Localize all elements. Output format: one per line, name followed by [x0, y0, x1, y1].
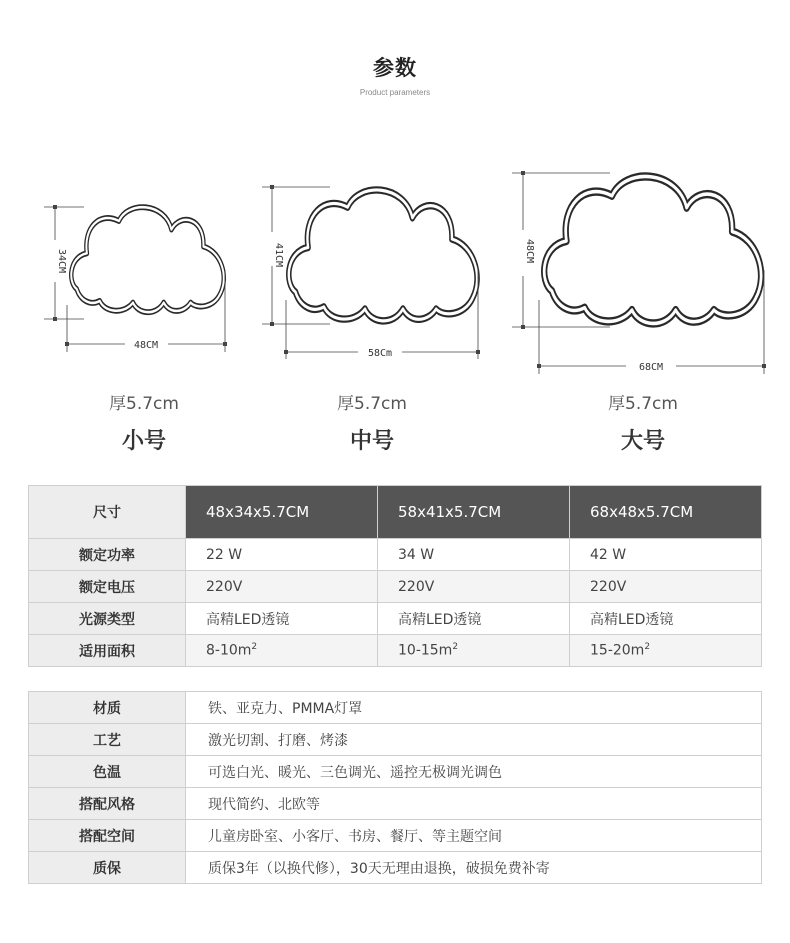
craft-row — [29, 724, 762, 756]
spec-row-power — [29, 539, 762, 571]
spec-voltage-small: 220V — [186, 571, 378, 603]
page-subtitle: Product parameters — [359, 88, 431, 97]
warranty-label: 质保 — [29, 852, 186, 884]
color-temp-label: 色温 — [29, 756, 186, 788]
thickness-medium: 厚5.7cm — [337, 394, 407, 414]
craft-value: 激光切割、打磨、烤漆 — [186, 724, 762, 756]
space-label: 搭配空间 — [29, 820, 186, 852]
size-name-small: 小号 — [121, 429, 166, 454]
color-temp-row — [29, 756, 762, 788]
size-name-large: 大号 — [620, 429, 665, 454]
page-title: 参数 — [373, 56, 417, 80]
spec-label-voltage: 额定电压 — [29, 571, 186, 603]
space-row — [29, 820, 762, 852]
cloud-small — [71, 207, 224, 312]
spec-area-small: $8-10m^2$ — [186, 635, 378, 667]
space-value: 儿童房卧室、小客厅、书房、餐厅、等主题空间 — [186, 820, 762, 852]
thickness-large: 厚5.7cm — [608, 394, 678, 414]
warranty-value: 质保3年（以换代修），30天无理由退换，破损免费补寄 — [186, 852, 762, 884]
width-label-small: 48CM — [133, 340, 159, 351]
cloud-medium — [289, 190, 477, 321]
thickness-small: 厚5.7cm — [109, 394, 179, 414]
height-label-large: 48CM — [524, 238, 535, 264]
spec-label-area: 适用面积 — [29, 635, 186, 667]
material-row — [29, 692, 762, 724]
height-label-small: 34CM — [56, 248, 67, 274]
spec-power-large: 42 W — [570, 539, 762, 571]
warranty-row — [29, 852, 762, 884]
cloud-large — [544, 176, 761, 323]
size-name-medium: 中号 — [349, 429, 394, 454]
spec-row-light-source — [29, 603, 762, 635]
craft-label: 工艺 — [29, 724, 186, 756]
height-label-medium: 41CM — [273, 242, 284, 268]
spec-label-power: 额定功率 — [29, 539, 186, 571]
spec-light-source-medium: 高精LED透镜 — [378, 603, 570, 635]
color-temp-value: 可选白光、暖光、三色调光、遥控无极调光调色 — [186, 756, 762, 788]
width-label-medium: 58Cm — [367, 348, 393, 359]
material-value: 铁、亚克力、PMMA灯罩 — [186, 692, 762, 724]
material-label: 材质 — [29, 692, 186, 724]
spec-table — [28, 485, 762, 667]
spec-area-medium: $10-15m^2$ — [378, 635, 570, 667]
style-label: 搭配风格 — [29, 788, 186, 820]
spec-light-source-small: 高精LED透镜 — [186, 603, 378, 635]
spec-power-medium: 34 W — [378, 539, 570, 571]
spec-voltage-large: 220V — [570, 571, 762, 603]
spec-row-area — [29, 635, 762, 667]
spec-label-light-source: 光源类型 — [29, 603, 186, 635]
style-row — [29, 788, 762, 820]
spec-area-large: $15-20m^2$ — [570, 635, 762, 667]
cloud-lamp-diagrams — [0, 0, 790, 390]
spec-size-large: 68x48x5.7CM — [570, 486, 762, 539]
spec-size-medium: 58x41x5.7CM — [378, 486, 570, 539]
spec-power-small: 22 W — [186, 539, 378, 571]
spec-label-size: 尺寸 — [29, 486, 186, 539]
spec-voltage-medium: 220V — [378, 571, 570, 603]
spec-size-small: 48x34x5.7CM — [186, 486, 378, 539]
spec-light-source-large: 高精LED透镜 — [570, 603, 762, 635]
spec-row-voltage — [29, 571, 762, 603]
material-table — [28, 691, 762, 884]
spec-row-size — [29, 486, 762, 539]
style-value: 现代简约、北欧等 — [186, 788, 762, 820]
width-label-large: 68CM — [638, 362, 664, 373]
